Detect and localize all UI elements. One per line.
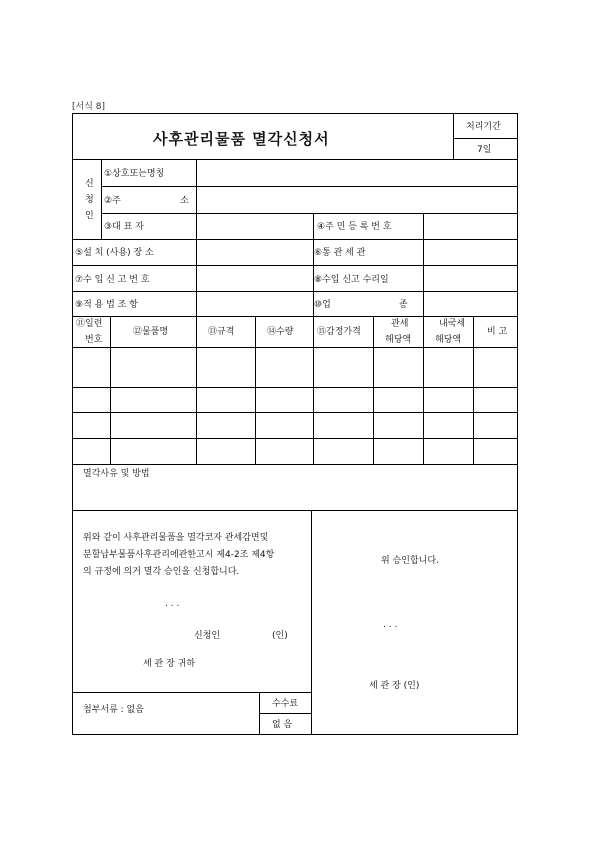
- address-field[interactable]: [196, 186, 518, 213]
- approval-date: . . .: [383, 620, 398, 630]
- reason-field[interactable]: [73, 482, 518, 510]
- table-row[interactable]: [73, 347, 518, 387]
- address-label-b: 소: [180, 196, 189, 206]
- statement-line-1: 위와 같이 사후관리물품을 멸각코자 관세감면및: [83, 533, 269, 543]
- period-divider: [453, 138, 518, 139]
- row-line: [73, 316, 518, 317]
- col-header-serial-a: ⑪일련: [76, 319, 103, 329]
- table-col-divider: [473, 316, 474, 464]
- table-col-divider: [313, 316, 314, 464]
- col-header-customs-duty-a: 관세: [391, 319, 409, 329]
- table-col-divider: [110, 316, 111, 464]
- business-type-label-b: 종: [399, 300, 408, 310]
- table-col-divider: [423, 316, 424, 464]
- footer-top-line: [73, 692, 311, 693]
- import-number-label: ⑦수 입 신 고 번 호: [75, 275, 150, 285]
- application-form: [72, 113, 518, 735]
- processing-period-label: 처리기간: [466, 122, 501, 132]
- address-label-a: ②주: [104, 196, 121, 206]
- business-type-label-a: ⑩업: [314, 300, 331, 310]
- addressee-text: 세 관 장 귀하: [143, 659, 196, 669]
- processing-period-value: 7일: [477, 145, 492, 155]
- representative-label: ③대 표 자: [104, 222, 144, 232]
- applicant-sign-label: 신청인: [194, 631, 221, 641]
- statement-line-2: 분할납부물품사후관리에관한고시 제4-2조 제4항: [83, 550, 275, 560]
- customs-office-label: ⑥통 관 세 관: [314, 248, 366, 258]
- col-header-customs-duty-b: 해당액: [385, 335, 412, 345]
- statement-line-3: 의 규정에 의거 멸각 승인을 신청합니다.: [83, 567, 240, 577]
- col-header-serial-b: 번호: [85, 335, 103, 345]
- col-header-remarks: 비 고: [487, 327, 508, 337]
- col-header-spec: ⑬규격: [208, 327, 235, 337]
- representative-field[interactable]: [196, 213, 313, 239]
- acceptance-date-field[interactable]: [423, 265, 518, 291]
- approval-text: 위 승인합니다.: [381, 556, 439, 566]
- applicant-group-divider: [101, 159, 102, 239]
- applicable-law-label: ⑨적 용 법 조 항: [75, 300, 138, 310]
- fee-label: 수수료: [272, 699, 299, 709]
- acceptance-date-label: ⑧수입 신고 수리일: [314, 275, 389, 285]
- applicant-label-divider: [196, 159, 197, 239]
- form-title: 사후관리물품 멸각신청서: [153, 130, 330, 148]
- form-number-tag: [서식 8]: [72, 102, 105, 112]
- col-header-quantity: ⑭수량: [267, 327, 294, 337]
- attachments-text: 첨부서류 : 없음: [83, 705, 144, 715]
- info-col-divider: [196, 239, 197, 316]
- col-header-domestic-tax-b: 해당액: [435, 335, 462, 345]
- resident-number-field[interactable]: [423, 213, 518, 239]
- reason-bottom-line: [73, 510, 518, 511]
- reason-label: 멸각사유 및 방법: [83, 469, 150, 479]
- statement-divider: [311, 510, 312, 735]
- info-col-divider: [423, 213, 424, 316]
- customs-office-field[interactable]: [423, 239, 518, 265]
- table-row[interactable]: [73, 438, 518, 464]
- resident-number-label: ④주 민 등 록 번 호: [317, 222, 392, 232]
- col-header-appraised-price: ⑮감정가격: [317, 327, 361, 337]
- info-col-divider: [313, 213, 314, 316]
- business-type-field[interactable]: [423, 291, 518, 316]
- applicable-law-field[interactable]: [196, 291, 313, 316]
- fee-value: 없 음: [272, 720, 293, 730]
- applicant-label-1: 신: [85, 179, 94, 189]
- table-row[interactable]: [73, 412, 518, 438]
- table-col-divider: [373, 316, 374, 464]
- import-number-field[interactable]: [196, 265, 313, 291]
- table-col-divider: [196, 316, 197, 464]
- company-name-field[interactable]: [196, 159, 518, 186]
- fee-line: [259, 713, 311, 714]
- table-col-divider: [255, 316, 256, 464]
- approver-signature: 세 관 장 (인): [369, 681, 420, 691]
- install-location-label: ⑤설 치 (사용) 장 소: [75, 248, 154, 258]
- applicant-label-3: 인: [85, 211, 94, 221]
- header-divider: [453, 114, 454, 159]
- table-row[interactable]: [73, 387, 518, 412]
- col-header-item-name: ⑫물품명: [133, 327, 169, 337]
- table-bottom-line: [73, 464, 518, 465]
- col-header-domestic-tax-a: 내국세: [439, 319, 466, 329]
- applicant-seal: (인): [272, 631, 288, 641]
- applicant-label-2: 청: [85, 195, 94, 205]
- install-location-field[interactable]: [196, 239, 313, 265]
- application-date: . . .: [165, 599, 180, 609]
- company-name-label: ①상호또는명칭: [104, 169, 165, 179]
